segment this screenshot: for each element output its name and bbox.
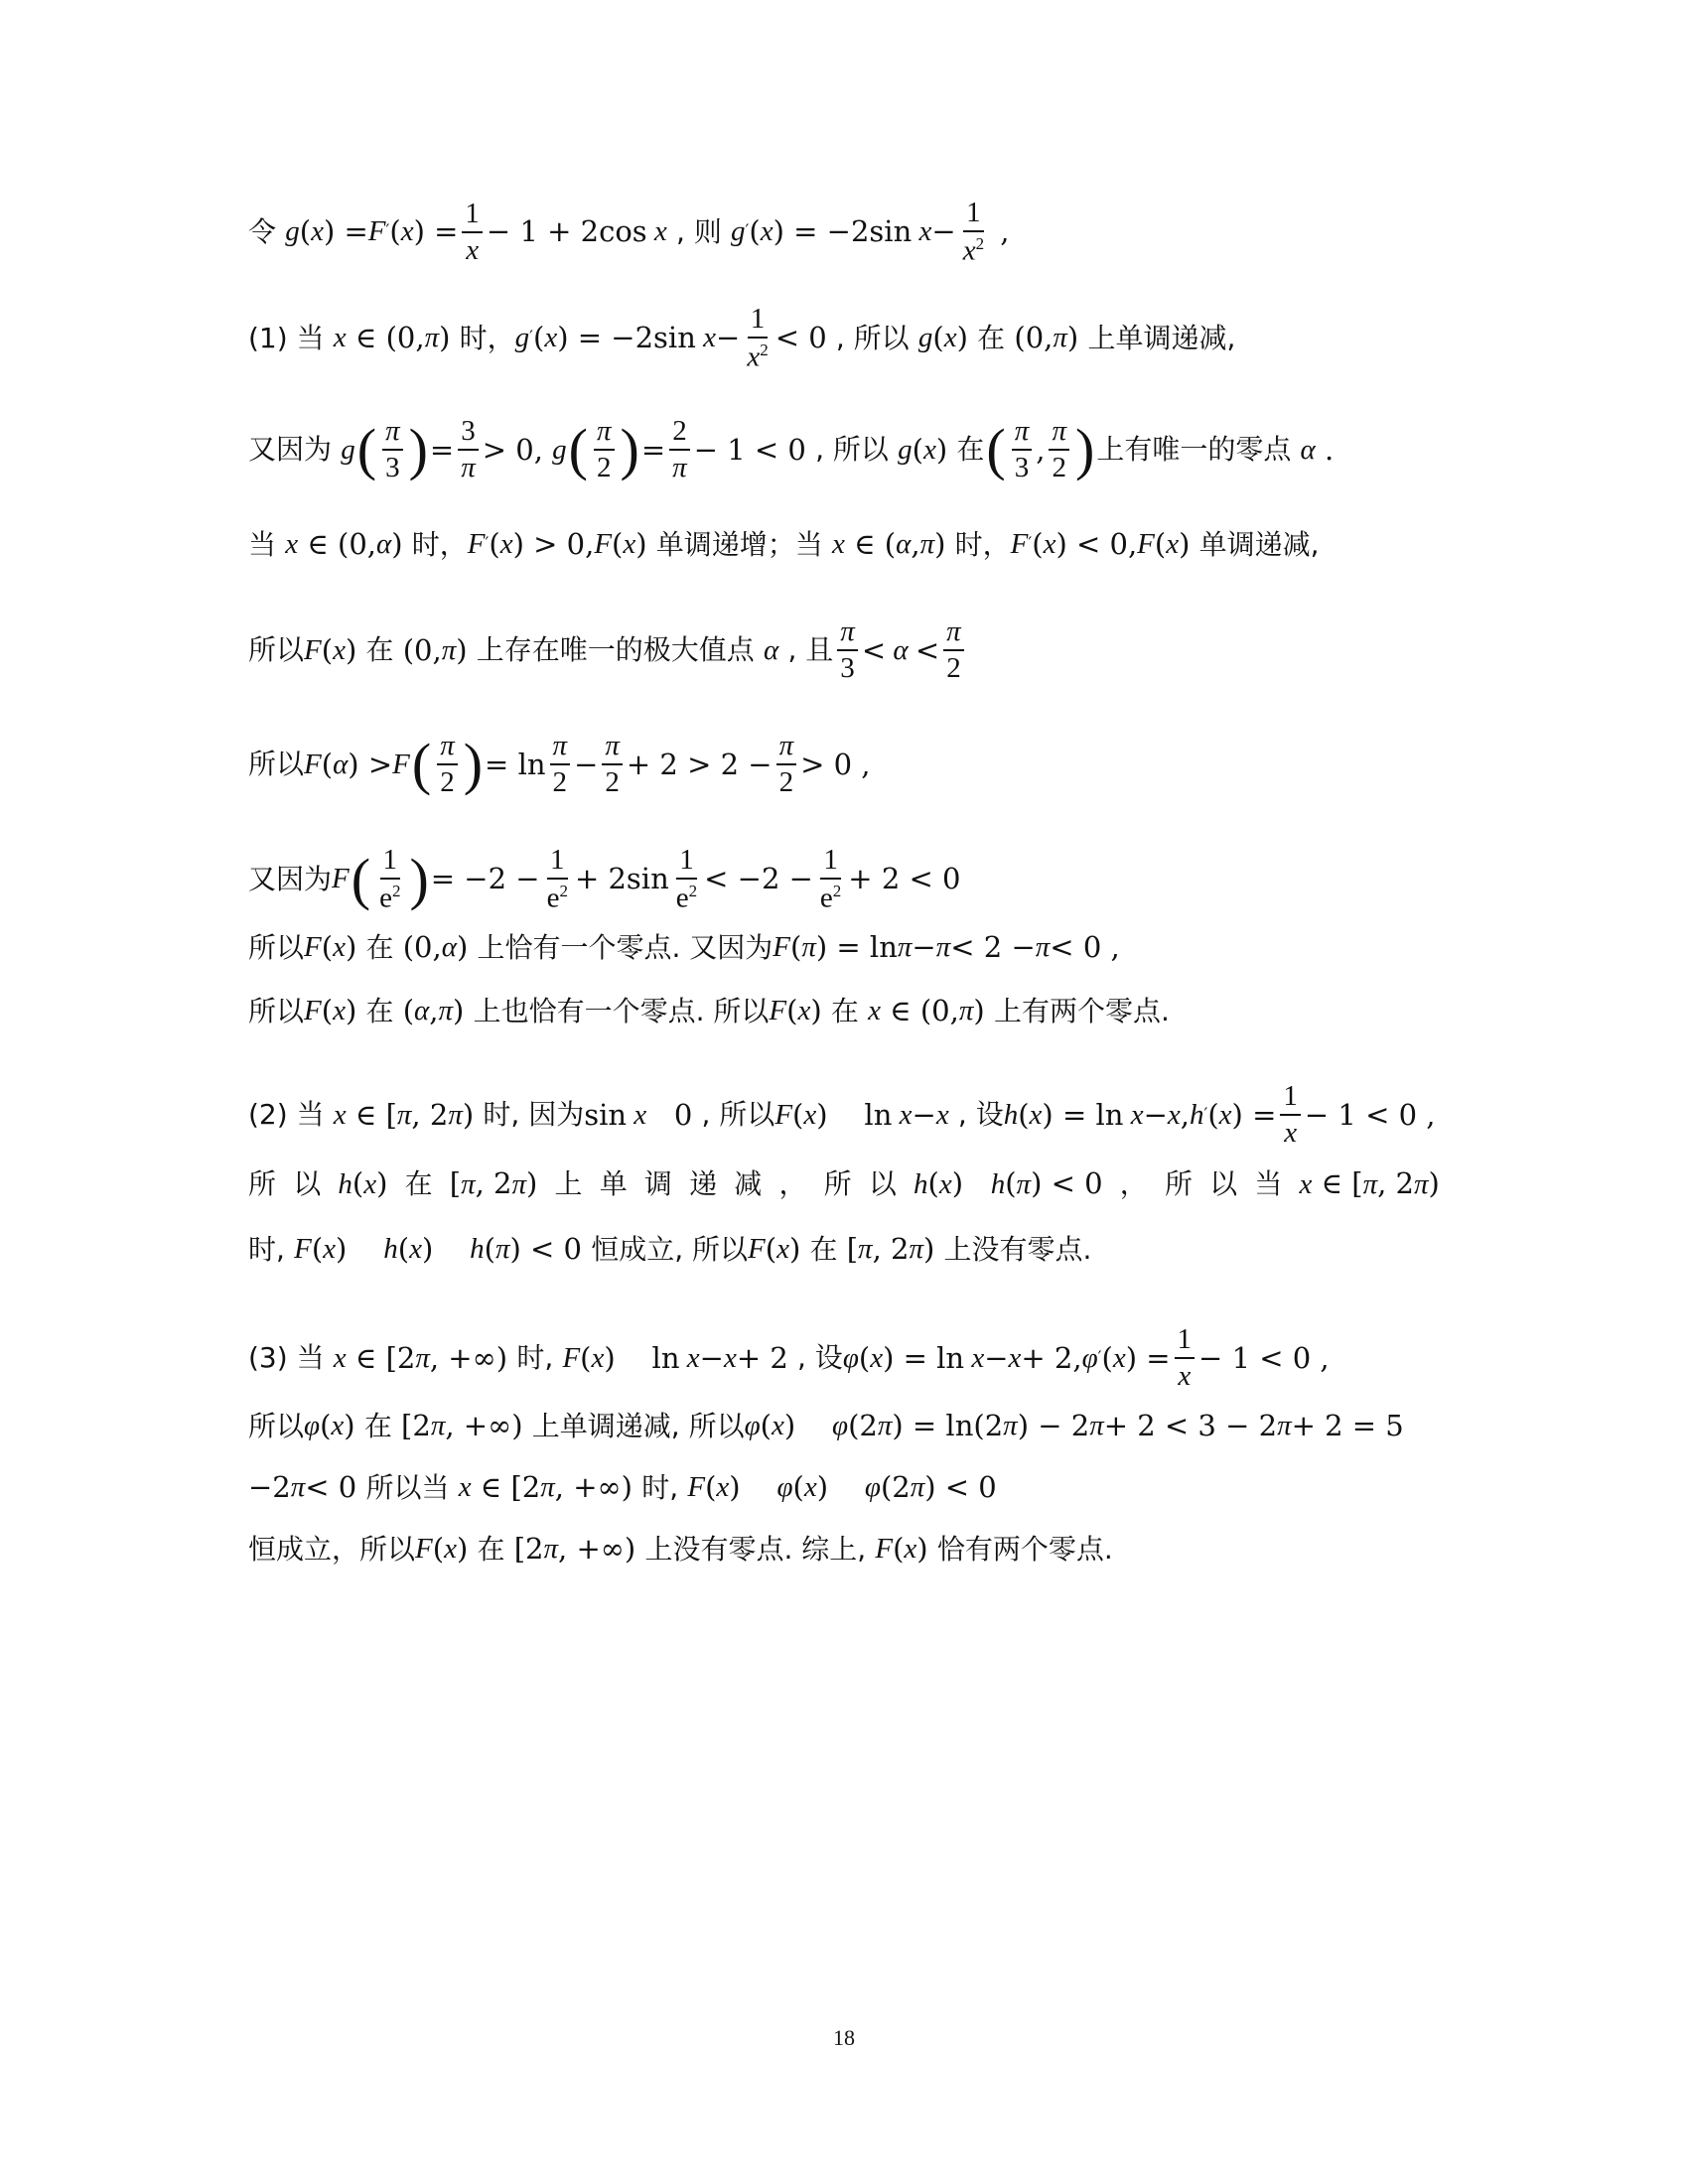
text-line-15: −2 π < 0 所以当 x ∈ [2 π , +∞) 时, F ( x ) φ ( x ) φ (2 π ) < 0 bbox=[248, 1470, 997, 1504]
page-number: 18 bbox=[833, 2025, 855, 2050]
text-line-10: (2) 当 x ∈ [ π , 2 π ) 时, 因为 sin x 0 , 所以 F ( x ) ln x − x , 设 h ( x ) = ln x − x , h ′ ( x ) = $\frac{1}{x}$ − 1 < 0 , bbox=[248, 1080, 1436, 1149]
text-line-14: 所以 φ ( x ) 在 [2 π , +∞) 上单调递减, 所以 φ ( x ) φ (2 π ) = ln(2 π ) − 2 π + 2 < 3 − 2 π + 2 = 5 bbox=[248, 1409, 1404, 1442]
text-line-1: 令 g ( x ) = F ′ ( x ) = $\frac{1}{x}$ − 1 + 2cos x , 则 g ′ ( x ) = −2sin x − $\frac{1}{x^2}$ , bbox=[248, 197, 1010, 267]
text-line-12: 时, F ( x ) h ( x ) h ( π ) < 0 恒成立, 所以 F ( x ) 在 [ π , 2 π ) 上没有零点. bbox=[248, 1232, 1092, 1266]
text-line-8: 所以 F ( x ) 在 (0, α ) 上恰有一个零点. 又因为 F ( π ) = ln π − π < 2 − π < 0 , bbox=[248, 930, 1120, 964]
text-line-7: 又因为 F ( $\frac{1}{e^2}$ ) = −2 − $\frac{1}{e^2}$ + 2sin $\frac{1}{e^2}$ < −2 − $\frac{1}{e^2}$ + 2 < 0 bbox=[248, 844, 961, 914]
text-line-16: 恒成立，所以 F ( x ) 在 [2 π , +∞) 上没有零点. 综上, F ( x ) 恰有两个零点. bbox=[248, 1532, 1113, 1566]
text-line-6: 所以 F ( α ) > F ( $\frac{\pi}{2}$ ) = ln $\frac{\pi}{2}$ − $\frac{\pi}{2}$ + 2 > 2 − $\frac{\pi}{2}$ > 0 , bbox=[248, 730, 871, 798]
text-line-4: 当 x ∈ (0, α ) 时， F ′ ( x ) > 0, F ( x ) 单调递增；当 x ∈ ( α , π ) 时， F ′ ( x ) < 0, F ( x ) 单调递减, bbox=[248, 527, 1320, 561]
text-line-3: 又因为 g ( $\frac{\pi}{3}$ ) = $\frac{3}{\pi}$ > 0, g ( $\frac{\pi}{2}$ ) = $\frac{2}{\pi}$ − 1 < 0 , 所以 g ( x ) 在 ( $\frac{\pi}{3}$ , $\frac{\pi}{2}$ ) 上有唯一的零点 α . bbox=[248, 415, 1335, 483]
text-line-5: 所以 F ( x ) 在 (0, π ) 上存在唯一的极大值点 α , 且 $\frac{\pi}{3}$ < α < $\frac{\pi}{2}$ bbox=[248, 617, 1440, 683]
text-line-2: (1) 当 x ∈ (0, π ) 时， g ′ ( x ) = −2sin x − $\frac{1}{x^2}$ < 0 , 所以 g ( x ) 在 (0, π ) 上单调递减, bbox=[248, 303, 1236, 373]
text-line-13: (3) 当 x ∈ [2 π , +∞) 时, F ( x ) ln x − x + 2 , 设 φ ( x ) = ln x − x + 2, φ ′ ( x ) = $\frac{1}{x}$ − 1 < 0 , bbox=[248, 1323, 1330, 1392]
text-line-11: 所 以 h(x) 在 [π, 2π) 上 单 调 递 减 ， 所 以 h(x) h(π) < 0 ， 所 以 当 x ∈ [π, 2π) bbox=[248, 1166, 1440, 1200]
text-line-9: 所以 F ( x ) 在 ( α , π ) 上也恰有一个零点. 所以 F ( x ) 在 x ∈ (0, π ) 上有两个零点. bbox=[248, 994, 1170, 1027]
